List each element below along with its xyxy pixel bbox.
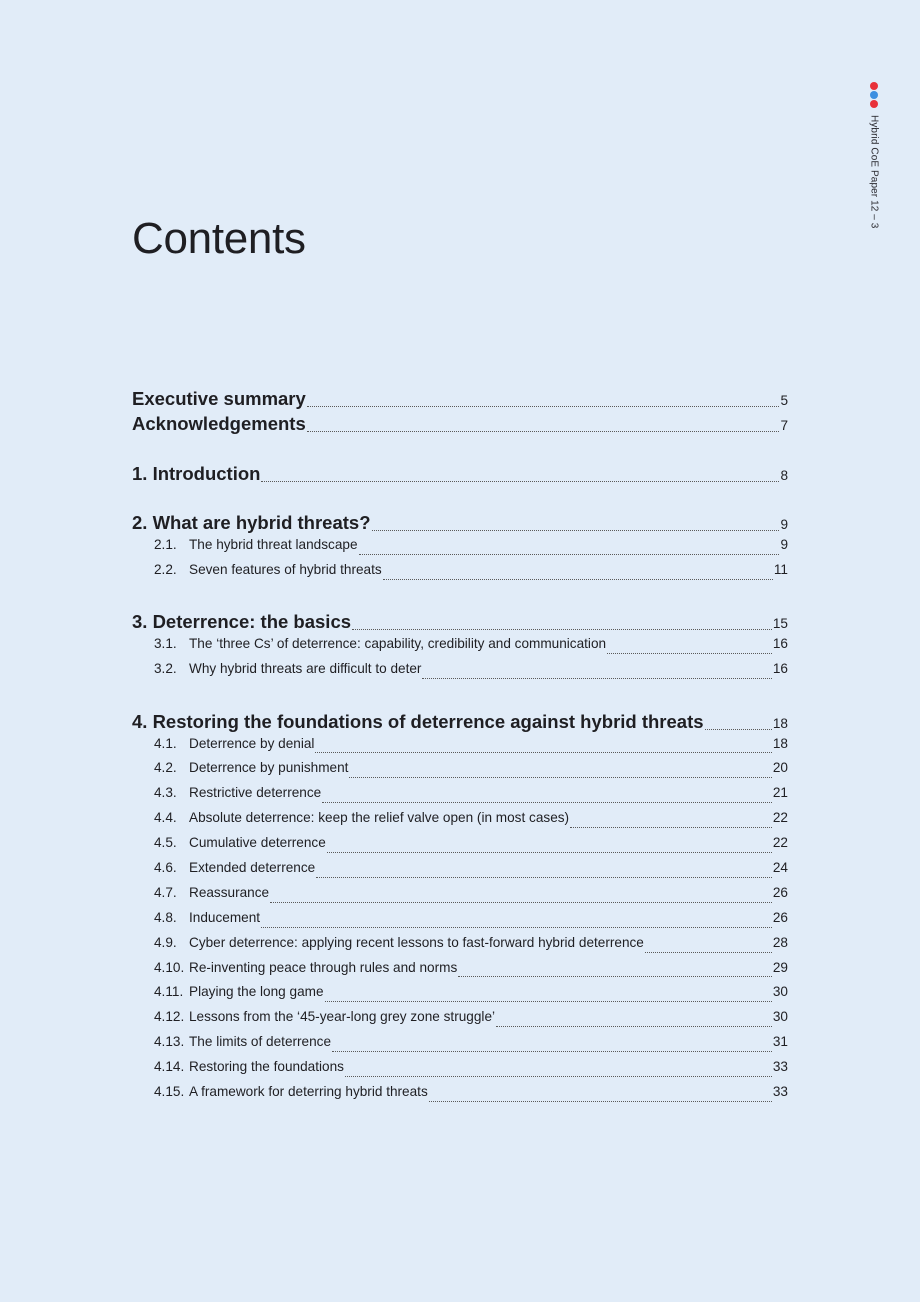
toc-entry-section-2[interactable]: [132, 512, 788, 537]
toc-label: Cyber deterrence: applying recent lessons to fast-forward hybrid deterrence: [189, 934, 644, 950]
dot-leader: [307, 431, 780, 432]
toc-subentry[interactable]: [132, 1059, 788, 1084]
toc-page-number: 33: [772, 1084, 788, 1100]
toc-label: Deterrence by punishment: [189, 760, 349, 776]
toc-subentry[interactable]: [132, 537, 788, 562]
dot-leader: [645, 952, 772, 953]
toc-subentry-number: 4.2.: [154, 760, 177, 776]
toc-subentry-number: 4.10.: [154, 959, 185, 975]
toc-page-number: 33: [772, 1059, 788, 1075]
toc-label: Re-inventing peace through rules and norms: [189, 959, 458, 975]
dot-leader: [261, 927, 772, 928]
dot-leader: [315, 752, 771, 753]
toc-subentry-number: 2.1.: [154, 537, 177, 552]
dot-leader: [327, 852, 772, 853]
toc-label: Seven features of hybrid threats: [189, 561, 382, 577]
dot-leader: [325, 1001, 772, 1002]
toc-page-number: 26: [772, 909, 788, 925]
toc-subentry[interactable]: [132, 960, 788, 985]
toc-subentry[interactable]: [132, 835, 788, 860]
toc-page-number: 20: [772, 760, 788, 776]
toc-subentry[interactable]: [132, 636, 788, 661]
dot-leader: [349, 777, 771, 778]
toc-label: 3. Deterrence: the basics: [132, 611, 352, 633]
toc-page-number: 7: [780, 418, 788, 433]
toc-subentry-number: 4.11.: [154, 984, 184, 1000]
toc-page-number: 18: [772, 735, 788, 751]
toc-entry-section-4[interactable]: [132, 711, 788, 736]
toc-label: Absolute deterrence: keep the relief valve open (in most cases): [189, 810, 570, 826]
toc-page-number: 31: [772, 1034, 788, 1050]
dot-leader: [372, 530, 780, 531]
dot-leader: [270, 902, 772, 903]
toc-subentry-number: 4.5.: [154, 835, 177, 851]
toc-label: Cumulative deterrence: [189, 835, 326, 851]
toc-label: Playing the long game: [189, 984, 324, 1000]
dot-leader: [359, 554, 780, 555]
toc-subentry-number: 4.14.: [154, 1059, 185, 1075]
toc-page-number: 26: [772, 884, 788, 900]
table-of-contents: [132, 388, 788, 1109]
toc-page-number: 5: [780, 393, 788, 408]
toc-subentry-number: 4.1.: [154, 735, 177, 751]
toc-label: Restrictive deterrence: [189, 785, 322, 801]
toc-subentry-number: 4.8.: [154, 909, 177, 925]
toc-subentry[interactable]: [132, 1034, 788, 1059]
toc-label: Why hybrid threats are difficult to deter: [189, 661, 422, 677]
toc-page-number: 30: [772, 984, 788, 1000]
toc-label: Extended deterrence: [189, 860, 316, 876]
toc-page-number: 30: [772, 1009, 788, 1025]
red-dot-icon: [870, 100, 878, 108]
hybrid-coe-logo-dots: [870, 82, 878, 109]
toc-entry-section-3[interactable]: [132, 611, 788, 636]
toc-subentry[interactable]: [132, 1009, 788, 1034]
section-4-subentries: [132, 736, 788, 1109]
toc-page-number: 18: [772, 715, 788, 731]
toc-subentry[interactable]: [132, 562, 788, 587]
toc-page-number: 29: [772, 959, 788, 975]
dot-leader: [422, 678, 771, 679]
toc-label: Restoring the foundations: [189, 1059, 344, 1075]
toc-page-number: 8: [780, 467, 788, 483]
toc-subentry-number: 4.9.: [154, 934, 177, 950]
toc-page-number: 15: [772, 616, 788, 632]
red-dot-icon: [870, 82, 878, 90]
dot-leader: [705, 729, 772, 730]
toc-subentry-number: 4.4.: [154, 810, 177, 826]
toc-label: 1. Introduction: [132, 462, 261, 484]
toc-subentry-number: 4.3.: [154, 785, 177, 801]
toc-label: Executive summary: [132, 388, 306, 409]
dot-leader: [429, 1101, 772, 1102]
toc-page-number: 16: [772, 661, 788, 677]
running-header: [862, 82, 886, 228]
dot-leader: [607, 653, 772, 654]
toc-page-number: 28: [772, 934, 788, 950]
toc-page-number: 9: [780, 537, 788, 552]
toc-page-number: 16: [772, 636, 788, 652]
toc-subentry[interactable]: [132, 860, 788, 885]
toc-subentry[interactable]: [132, 736, 788, 761]
toc-subentry-number: 4.7.: [154, 884, 177, 900]
page-title: Contents: [132, 214, 306, 263]
toc-subentry[interactable]: [132, 935, 788, 960]
toc-page-number: 9: [780, 517, 788, 532]
toc-subentry[interactable]: [132, 910, 788, 935]
paper-page-label: Hybrid CoE Paper 12 – 3: [868, 115, 880, 229]
toc-label: The hybrid threat landscape: [189, 537, 358, 552]
toc-subentry[interactable]: [132, 810, 788, 835]
dot-leader: [352, 629, 772, 630]
toc-label: The limits of deterrence: [189, 1034, 332, 1050]
dot-leader: [458, 976, 772, 977]
dot-leader: [322, 802, 772, 803]
toc-page-number: 22: [772, 835, 788, 851]
dot-leader: [332, 1051, 772, 1052]
toc-subentry[interactable]: [132, 984, 788, 1009]
toc-label: 4. Restoring the foundations of deterrence against hybrid threats: [132, 710, 704, 732]
toc-subentry-number: 4.15.: [154, 1084, 185, 1100]
dot-leader: [383, 579, 773, 580]
toc-label: 2. What are hybrid threats?: [132, 512, 371, 533]
toc-subentry[interactable]: [132, 661, 788, 686]
toc-page-number: 24: [772, 860, 788, 876]
toc-subentry-number: 4.6.: [154, 860, 177, 876]
toc-page-number: 21: [772, 785, 788, 801]
dot-leader: [316, 877, 772, 878]
toc-label: The ‘three Cs’ of deterrence: capability, credibility and communication: [189, 636, 607, 652]
toc-label: Acknowledgements: [132, 413, 306, 434]
toc-subentry[interactable]: [132, 785, 788, 810]
toc-label: Reassurance: [189, 884, 270, 900]
dot-leader: [307, 406, 780, 407]
toc-subentry[interactable]: [132, 760, 788, 785]
toc-label: Inducement: [189, 909, 261, 925]
toc-subentry-number: 2.2.: [154, 561, 177, 577]
dot-leader: [496, 1026, 772, 1027]
dot-leader: [345, 1076, 772, 1077]
toc-page-number: 11: [773, 561, 788, 577]
toc-label: A framework for deterring hybrid threats: [189, 1084, 428, 1100]
toc-entry-executive-summary[interactable]: [132, 388, 788, 413]
dot-leader: [261, 481, 779, 482]
toc-subentry-number: 3.1.: [154, 636, 177, 652]
toc-label: Lessons from the ‘45-year-long grey zone struggle’: [189, 1009, 496, 1025]
toc-entry-acknowledgements[interactable]: [132, 413, 788, 438]
toc-subentry[interactable]: [132, 1084, 788, 1109]
toc-subentry-number: 3.2.: [154, 661, 177, 677]
toc-subentry-number: 4.12.: [154, 1009, 185, 1025]
toc-label: Deterrence by denial: [189, 735, 315, 751]
toc-subentry[interactable]: [132, 885, 788, 910]
toc-page-number: 22: [772, 810, 788, 826]
toc-entry-introduction[interactable]: [132, 463, 788, 488]
toc-subentry-number: 4.13.: [154, 1034, 185, 1050]
blue-dot-icon: [870, 91, 878, 99]
dot-leader: [570, 827, 772, 828]
